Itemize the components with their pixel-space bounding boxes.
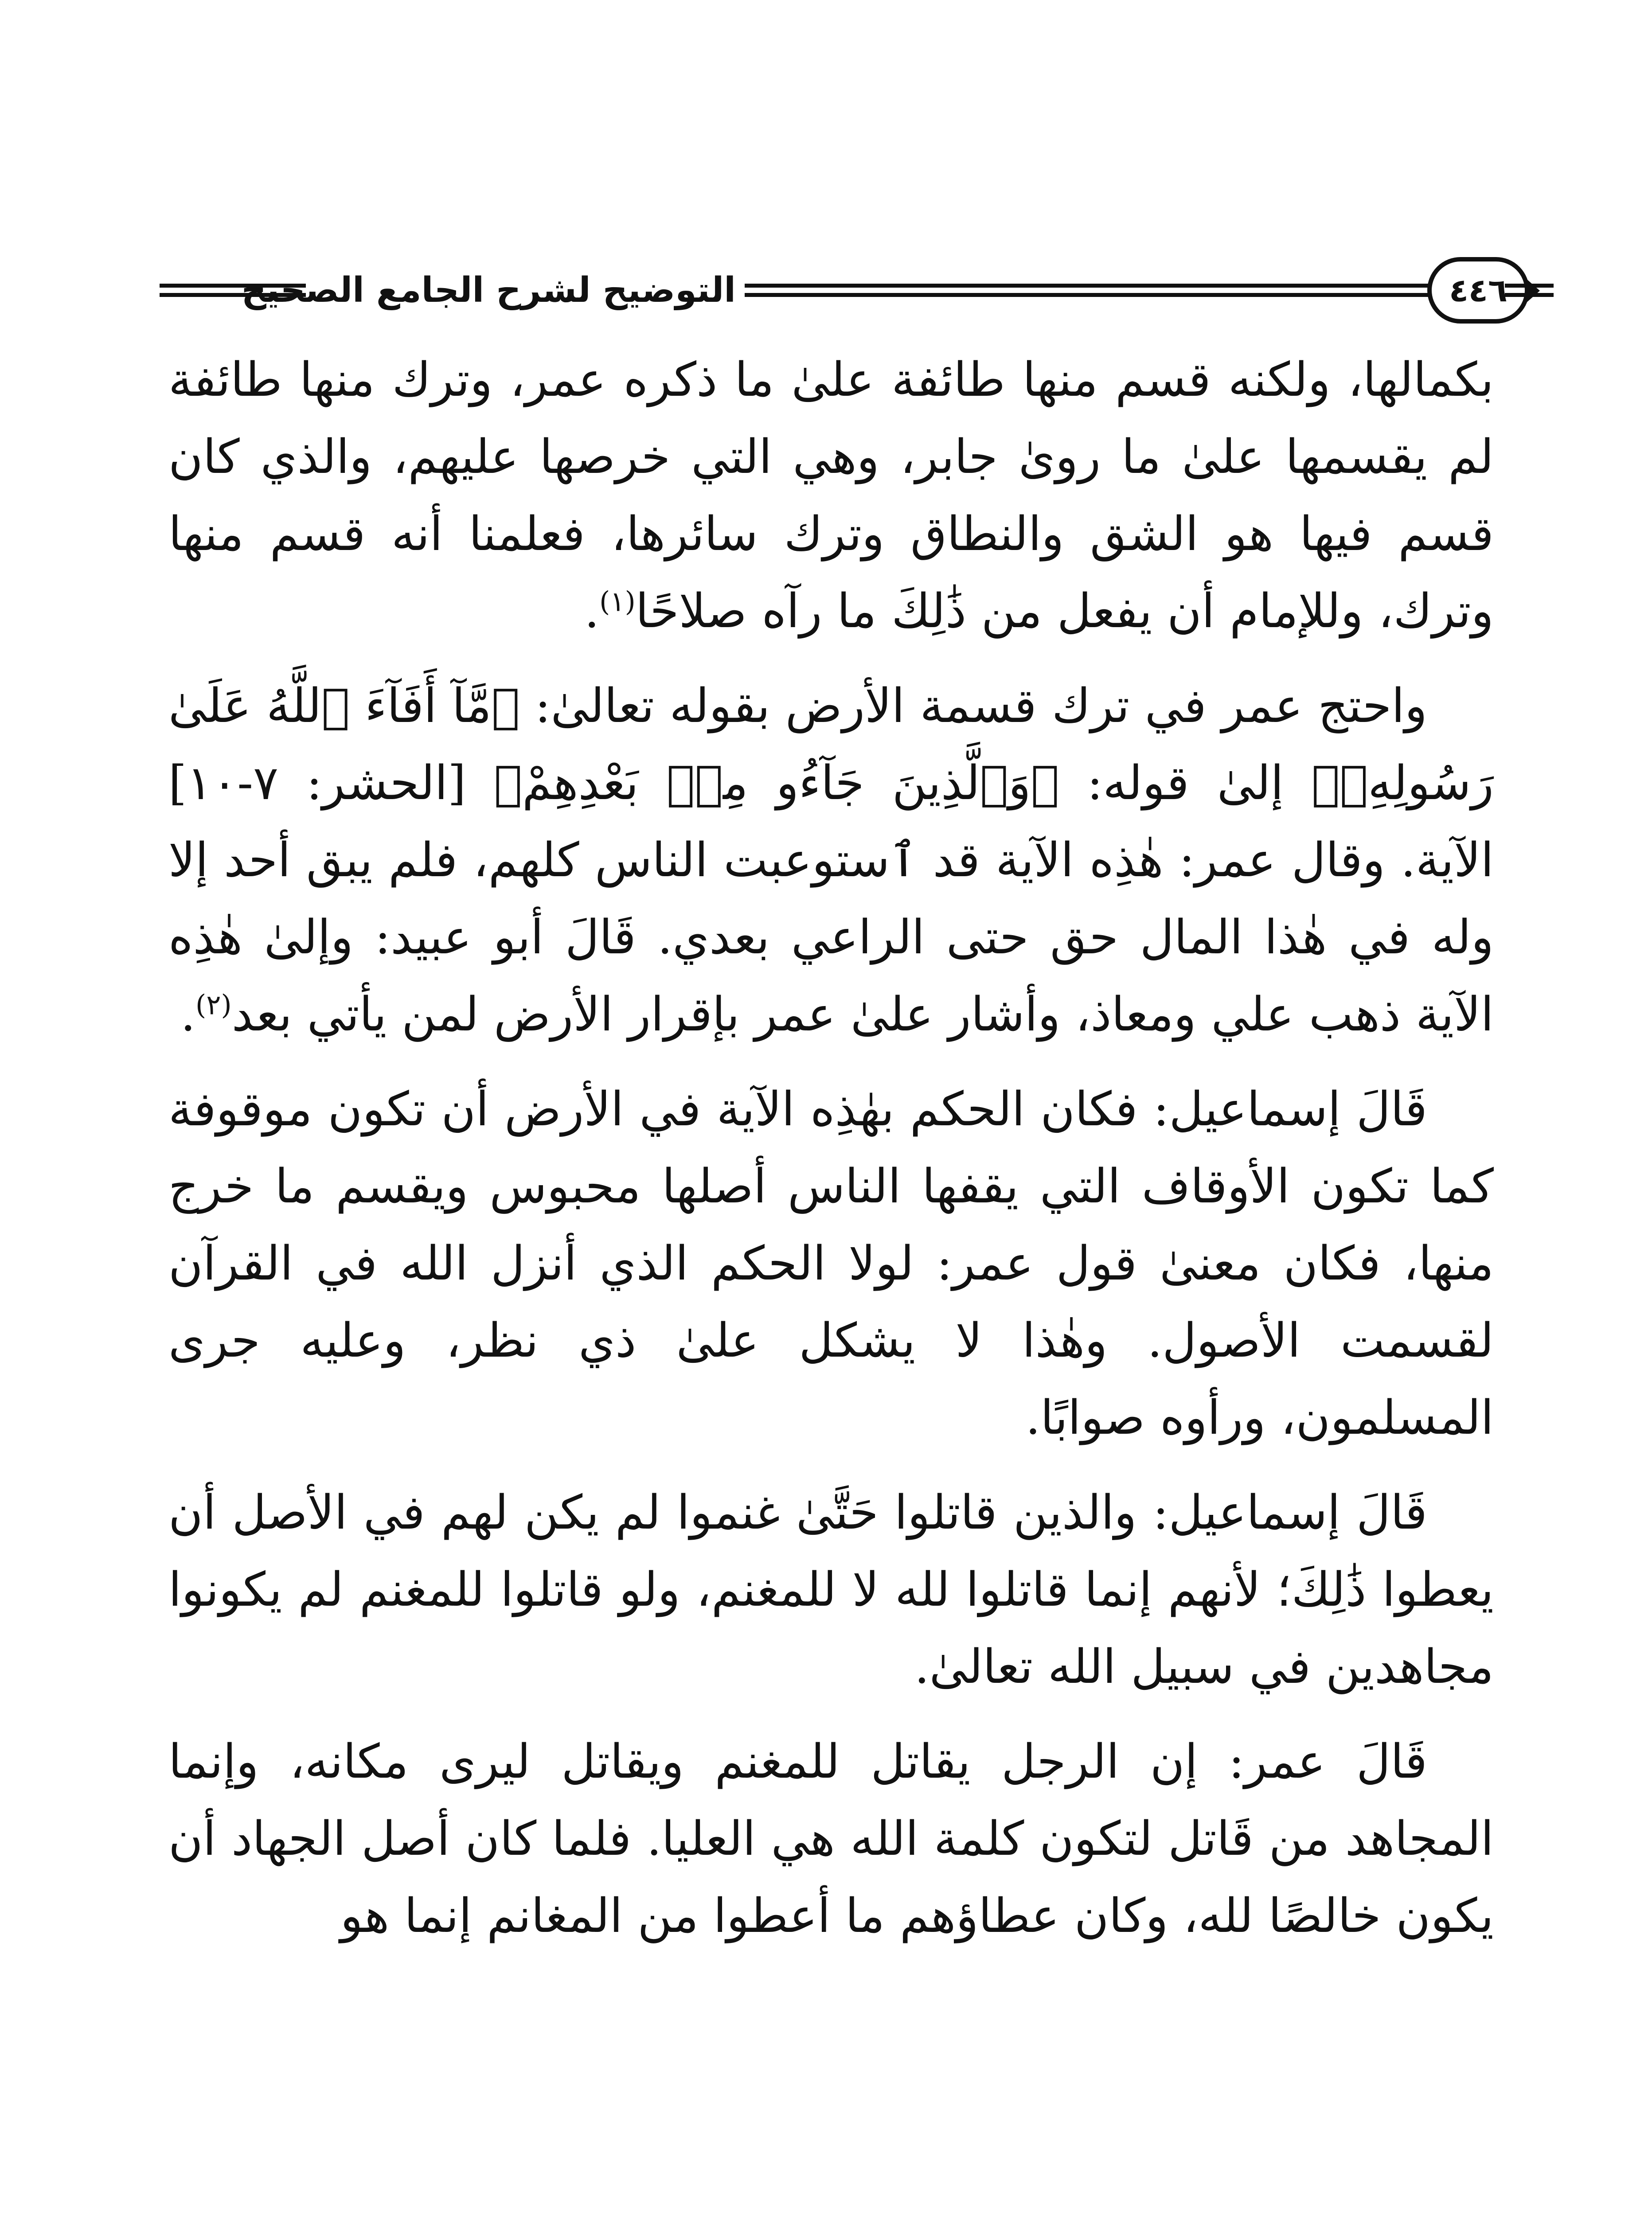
paragraph-2 xyxy=(168,667,1494,1053)
main-text xyxy=(168,341,1494,1972)
paragraph-text: بكمالها، ولكنه قسم منها طائفة علىٰ ما ذكره عمر، وترك منها طائفة لم يقسمها علىٰ ما روىٰ جابر، وهي التي خرصها عليهم، والذي كان قسم فيها هو الشق والنطاق وترك سائرها، فعلمنا أنه قسم منها وترك، وللإمام أن يفعل من ذَٰلِكَ ما رآه صلاحًا xyxy=(168,352,1494,638)
paragraph-3 xyxy=(168,1071,1494,1456)
running-title: التوضيح لشرح الجامع الصحيح xyxy=(241,270,736,310)
paragraph-1 xyxy=(168,341,1494,650)
paragraph-text: قَالَ إسماعيل: والذين قاتلوا حَتَّىٰ غنموا لم يكن لهم في الأصل أن يعطوا ذَٰلِكَ؛ لأنهم إنما قاتلوا لله لا للمغنم، ولو قاتلوا للمغنم لم يكونوا مجاهدين في سبيل الله تعالىٰ. xyxy=(168,1485,1494,1694)
paragraph-tail: . xyxy=(584,584,600,638)
paragraph-5 xyxy=(168,1723,1494,1955)
paragraph-text: واحتج عمر في ترك قسمة الأرض بقوله تعالىٰ: ﴿مَّآ أَفَآءَ ٱللَّهُ عَلَىٰ رَسُولِهِۦ﴾ إلىٰ قوله: ﴿وَٱلَّذِينَ جَآءُو مِنۢ بَعْدِهِمْ﴾ [الحشر: ٧-١٠] الآية. وقال عمر: هٰذِه الآية قد ٱستوعبت الناس كلهم، فلم يبق أحد إلا وله في هٰذا المال حق حتى الراعي بعدي. قَالَ أبو عبيد: وإلىٰ هٰذِه الآية ذهب علي ومعاذ، وأشار علىٰ عمر بإقرار الأرض لمن يأتي بعد xyxy=(168,679,1494,1042)
paragraph-4 xyxy=(168,1474,1494,1705)
paragraph-tail: . xyxy=(180,987,196,1042)
footnote-ref-1: (١) xyxy=(599,585,636,618)
header-rule-middle xyxy=(745,284,1436,297)
page-number-text: ٤٤٦ xyxy=(1449,272,1507,309)
footnote-ref-2: (٢) xyxy=(195,988,232,1021)
paragraph-text: قَالَ عمر: إن الرجل يقاتل للمغنم ويقاتل ليرى مكانه، وإنما المجاهد من قَاتل لتكون كلمة الله هي العليا. فلما كان أصل الجهاد أن يكون خالصًا لله، وكان عطاؤهم ما أعطوا من المغانم إنما هو xyxy=(168,1734,1494,1943)
header-rule-right xyxy=(1505,284,1554,297)
paragraph-text: قَالَ إسماعيل: فكان الحكم بهٰذِه الآية في الأرض أن تكون موقوفة كما تكون الأوقاف التي يقفها الناس أصلها محبوس ويقسم ما خرج منها، فكان معنىٰ قول عمر: لولا الحكم الذي أنزل الله في القرآن لقسمت الأصول. وهٰذا لا يشكل علىٰ ذي نظر، وعليه جرى المسلمون، ورأوه صوابًا. xyxy=(168,1082,1494,1445)
page-header xyxy=(160,248,1507,337)
